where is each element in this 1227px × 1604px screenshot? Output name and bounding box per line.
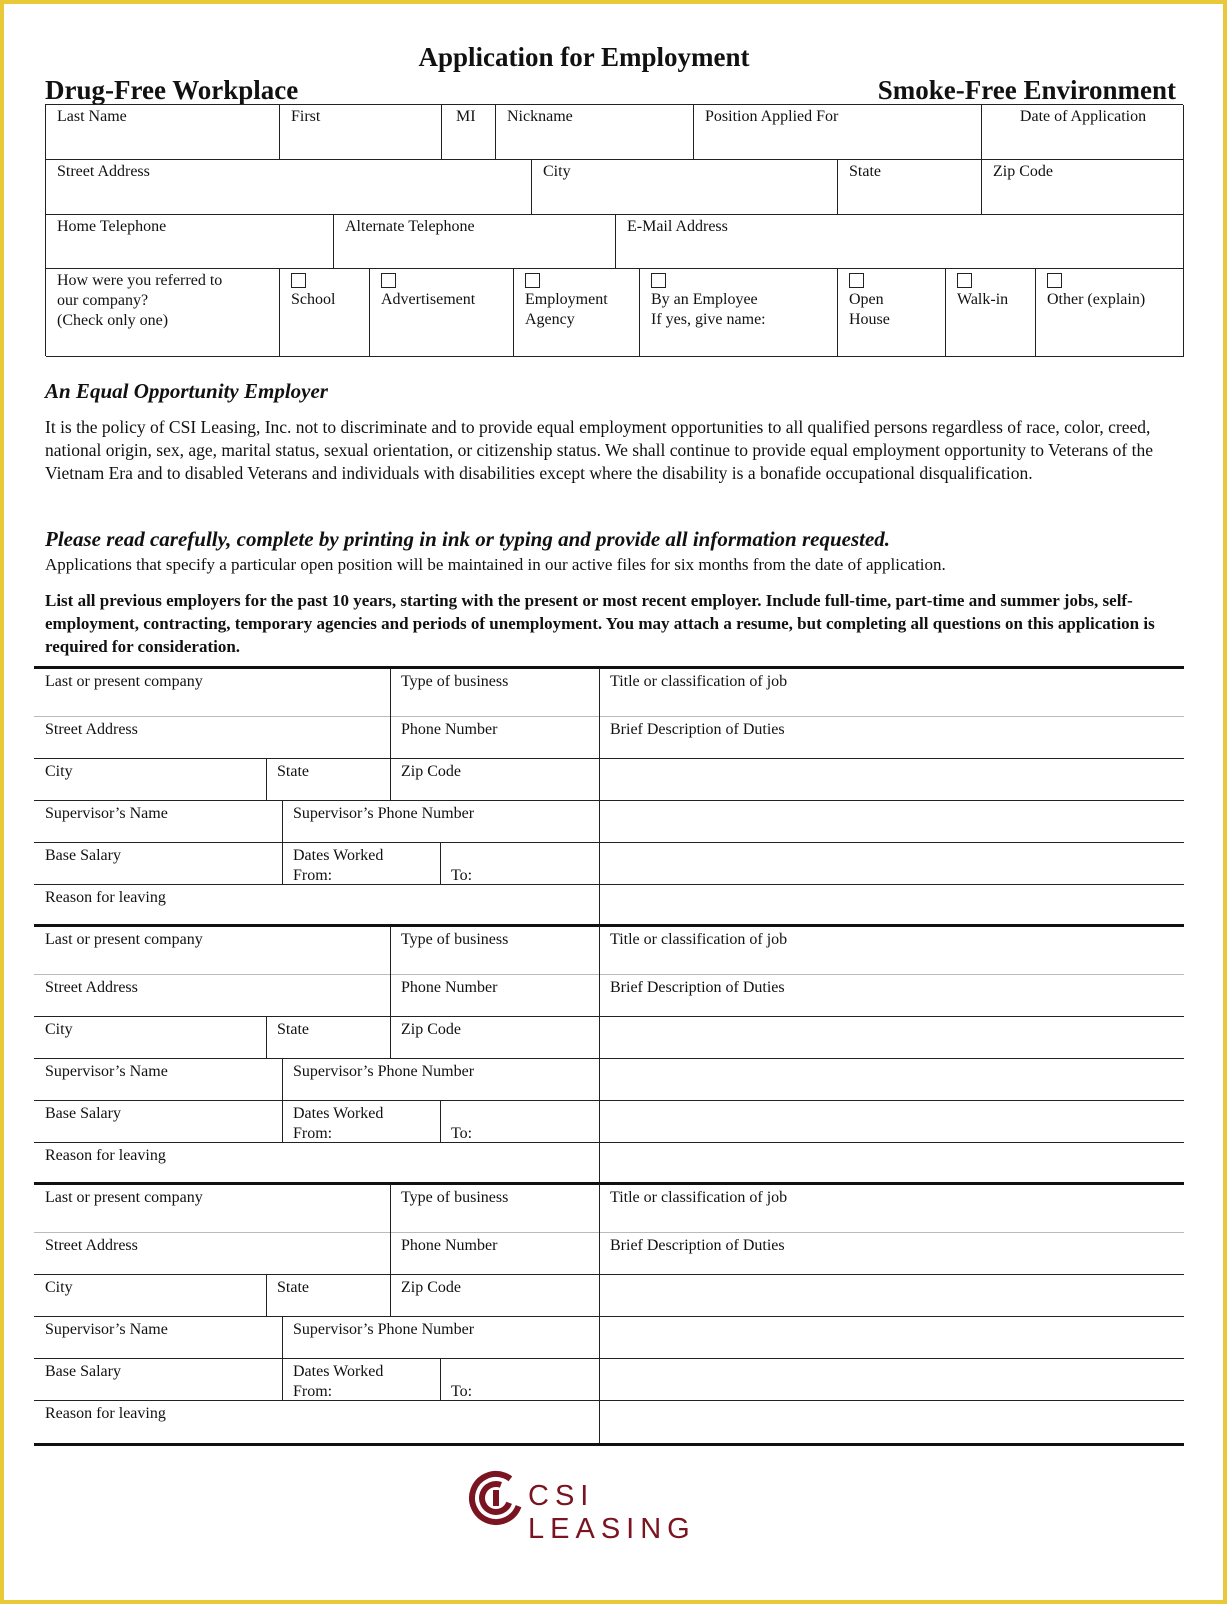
phone-number-label: Phone Number — [401, 979, 498, 996]
base-salary-label: Base Salary — [45, 1105, 121, 1122]
supervisor-phone-field[interactable] — [282, 800, 599, 842]
business-type-label: Type of business — [401, 673, 509, 690]
job-title-field[interactable] — [599, 668, 1184, 716]
advertisement-checkbox[interactable] — [381, 273, 396, 288]
referral-option-open-house[interactable] — [838, 269, 946, 357]
state-field[interactable] — [838, 160, 982, 215]
alternate-telephone-field[interactable] — [334, 215, 616, 269]
employee-label-2: If yes, give name: — [651, 311, 766, 328]
duties-label: Brief Description of Duties — [610, 721, 785, 738]
city-label: City — [543, 163, 571, 180]
employer-block-1 — [34, 668, 1184, 928]
date-of-application-field[interactable] — [982, 105, 1184, 160]
city-field[interactable] — [34, 758, 266, 800]
supervisor-phone-label: Supervisor’s Phone Number — [293, 805, 475, 822]
duties-label: Brief Description of Duties — [610, 979, 785, 996]
home-telephone-field[interactable] — [46, 215, 334, 269]
state-label: State — [849, 163, 881, 180]
supervisor-phone-label: Supervisor’s Phone Number — [293, 1063, 475, 1080]
drug-free-heading: Drug-Free Workplace — [45, 75, 299, 105]
employment-agency-label-1: Employment — [525, 291, 608, 308]
supervisor-name-label: Supervisor’s Name — [45, 1063, 168, 1080]
to-date-field[interactable] — [440, 1358, 599, 1400]
zip-code-field[interactable] — [982, 160, 1184, 215]
from-date-label: From: — [293, 1383, 333, 1400]
reason-for-leaving-field[interactable] — [34, 1400, 599, 1444]
supervisor-phone-field[interactable] — [282, 1058, 599, 1100]
street-address-field[interactable] — [34, 1232, 390, 1274]
mi-field[interactable] — [442, 105, 496, 160]
application-page — [4, 4, 1223, 1600]
supervisor-name-label: Supervisor’s Name — [45, 805, 168, 822]
reason-for-leaving-field[interactable] — [34, 1142, 599, 1186]
base-salary-field[interactable] — [34, 1100, 282, 1142]
street-address-label: Street Address — [45, 721, 138, 738]
zip-code-label: Zip Code — [401, 1021, 461, 1038]
business-type-field[interactable] — [390, 668, 599, 716]
zip-code-field[interactable] — [390, 1016, 599, 1058]
position-field[interactable] — [694, 105, 982, 160]
phone-number-field[interactable] — [390, 716, 599, 758]
referral-option-walk-in[interactable] — [946, 269, 1036, 357]
to-date-label: To: — [451, 1383, 473, 1400]
employee-checkbox[interactable] — [651, 273, 666, 288]
reason-for-leaving-field[interactable] — [34, 884, 599, 928]
advertisement-label: Advertisement — [381, 291, 476, 308]
duties-field[interactable] — [599, 1232, 1184, 1274]
company-field[interactable] — [34, 1184, 390, 1232]
business-type-label: Type of business — [401, 931, 509, 948]
city-field[interactable] — [34, 1016, 266, 1058]
referral-question-line3: (Check only one) — [57, 312, 169, 329]
company-label: Last or present company — [45, 673, 203, 690]
phone-number-field[interactable] — [390, 1232, 599, 1274]
mi-label: MI — [456, 108, 476, 125]
base-salary-label: Base Salary — [45, 1363, 121, 1380]
position-label: Position Applied For — [705, 108, 839, 125]
referral-question — [46, 269, 280, 357]
city-label: City — [45, 763, 73, 780]
company-field[interactable] — [34, 926, 390, 974]
city-label: City — [45, 1021, 73, 1038]
job-title-field[interactable] — [599, 926, 1184, 974]
eoe-policy-text: It is the policy of CSI Leasing, Inc. not to discriminate and to provide equal employment opportunities to all qualified persons regardless of race, color, creed, national origin, sex, age, marital status, sexual orientation, or citizenship status. We shall continue to provide equal employment opportunity to Veterans of the Vietnam Era and to disabled Veterans and individuals with disabilities except where the disability is a bonafide occupational disqualification. — [45, 417, 1153, 483]
business-type-field[interactable] — [390, 1184, 599, 1232]
job-title-label: Title or classification of job — [610, 673, 788, 690]
street-address-field[interactable] — [34, 716, 390, 758]
logo-wordmark: CSI LEASING — [528, 1480, 696, 1545]
zip-code-label: Zip Code — [401, 1279, 461, 1296]
reason-for-leaving-label: Reason for leaving — [45, 1405, 166, 1422]
from-date-label: From: — [293, 1125, 333, 1142]
dates-worked-label: Dates Worked — [293, 1105, 384, 1122]
street-address-label: Street Address — [45, 979, 138, 996]
referral-option-school[interactable] — [280, 269, 370, 357]
job-title-label: Title or classification of job — [610, 931, 788, 948]
referral-question-line2: our company? — [57, 292, 149, 309]
open-house-label-1: Open — [849, 291, 884, 308]
dates-worked-label: Dates Worked — [293, 847, 384, 864]
instructions-text: Applications that specify a particular open position will be maintained in our active files for six months from the date of application. — [45, 555, 946, 574]
city-field[interactable] — [532, 160, 838, 215]
state-label: State — [277, 1279, 309, 1296]
smoke-free-heading: Smoke-Free Environment — [877, 75, 1176, 105]
first-name-field[interactable] — [280, 105, 442, 160]
duties-label: Brief Description of Duties — [610, 1237, 785, 1254]
applicant-info-grid — [45, 104, 1183, 356]
to-date-field[interactable] — [440, 842, 599, 884]
supervisor-name-label: Supervisor’s Name — [45, 1321, 168, 1338]
nickname-field[interactable] — [496, 105, 694, 160]
first-name-label: First — [291, 108, 321, 125]
alternate-telephone-label: Alternate Telephone — [345, 218, 475, 235]
instructions-heading: Please read carefully, complete by printing in ink or typing and provide all information requested. — [45, 527, 891, 551]
state-field[interactable] — [266, 1016, 390, 1058]
reason-for-leaving-label: Reason for leaving — [45, 1147, 166, 1164]
business-type-label: Type of business — [401, 1189, 509, 1206]
open-house-label-2: House — [849, 311, 890, 328]
other-checkbox[interactable] — [1047, 273, 1062, 288]
employer-section-bottom-rule — [34, 1443, 1184, 1446]
open-house-checkbox[interactable] — [849, 273, 864, 288]
from-date-label: From: — [293, 867, 333, 884]
phone-number-label: Phone Number — [401, 721, 498, 738]
email-label: E-Mail Address — [627, 218, 728, 235]
street-address-field[interactable] — [34, 974, 390, 1016]
employment-agency-label-2: Agency — [525, 311, 575, 328]
to-date-field[interactable] — [440, 1100, 599, 1142]
job-title-label: Title or classification of job — [610, 1189, 788, 1206]
supervisor-name-field[interactable] — [34, 800, 282, 842]
state-label: State — [277, 763, 309, 780]
dates-worked-field[interactable] — [282, 842, 440, 884]
state-field[interactable] — [266, 1274, 390, 1316]
other-label: Other (explain) — [1047, 291, 1146, 308]
base-salary-field[interactable] — [34, 1358, 282, 1400]
base-salary-field[interactable] — [34, 842, 282, 884]
referral-option-other[interactable] — [1036, 269, 1184, 357]
dates-worked-field[interactable] — [282, 1100, 440, 1142]
state-field[interactable] — [266, 758, 390, 800]
supervisor-phone-label: Supervisor’s Phone Number — [293, 1321, 475, 1338]
referral-option-employee[interactable] — [640, 269, 838, 357]
to-date-label: To: — [451, 1125, 473, 1142]
csi-logo-icon — [466, 1468, 526, 1528]
company-field[interactable] — [34, 668, 390, 716]
email-field[interactable] — [616, 215, 1184, 269]
supervisor-phone-field[interactable] — [282, 1316, 599, 1358]
employer-history-instructions: List all previous employers for the past 10 years, starting with the present or most recent employer. Include full-time, part-time and summer jobs, self-employment, contracting, temporary agencies and periods of unemployment. You may attach a resume, but completing all questions on this application is required for consideration. — [45, 591, 1155, 656]
home-telephone-label: Home Telephone — [57, 218, 167, 235]
base-salary-label: Base Salary — [45, 847, 121, 864]
csi-leasing-logo — [466, 1468, 766, 1545]
reason-for-leaving-label: Reason for leaving — [45, 889, 166, 906]
referral-question-line1: How were you referred to — [57, 272, 223, 289]
employer-block-2 — [34, 926, 1184, 1186]
walk-in-checkbox[interactable] — [957, 273, 972, 288]
employment-agency-checkbox[interactable] — [525, 273, 540, 288]
dates-worked-field[interactable] — [282, 1358, 440, 1400]
state-label: State — [277, 1021, 309, 1038]
duties-field[interactable] — [599, 716, 1184, 758]
business-type-field[interactable] — [390, 926, 599, 974]
date-of-application-label: Date of Application — [1019, 108, 1147, 125]
street-address-field[interactable] — [46, 160, 532, 215]
city-field[interactable] — [34, 1274, 266, 1316]
nickname-label: Nickname — [507, 108, 573, 125]
eoe-heading: An Equal Opportunity Employer — [45, 379, 328, 403]
street-address-label: Street Address — [57, 163, 150, 180]
supervisor-name-field[interactable] — [34, 1316, 282, 1358]
street-address-label: Street Address — [45, 1237, 138, 1254]
page-title: Application for Employment — [418, 42, 750, 72]
last-name-field[interactable] — [46, 105, 280, 160]
phone-number-label: Phone Number — [401, 1237, 498, 1254]
employee-label-1: By an Employee — [651, 291, 758, 308]
school-label: School — [291, 291, 336, 308]
employer-block-3 — [34, 1184, 1184, 1444]
walk-in-label: Walk-in — [957, 291, 1009, 308]
zip-code-label: Zip Code — [993, 163, 1053, 180]
to-date-label: To: — [451, 867, 473, 884]
school-checkbox[interactable] — [291, 273, 306, 288]
referral-option-advertisement[interactable] — [370, 269, 514, 357]
supervisor-name-field[interactable] — [34, 1058, 282, 1100]
city-label: City — [45, 1279, 73, 1296]
last-name-label: Last Name — [57, 108, 127, 125]
zip-code-field[interactable] — [390, 1274, 599, 1316]
company-label: Last or present company — [45, 931, 203, 948]
dates-worked-label: Dates Worked — [293, 1363, 384, 1380]
zip-code-label: Zip Code — [401, 763, 461, 780]
zip-code-field[interactable] — [390, 758, 599, 800]
duties-field[interactable] — [599, 974, 1184, 1016]
phone-number-field[interactable] — [390, 974, 599, 1016]
referral-option-employment-agency[interactable] — [514, 269, 640, 357]
company-label: Last or present company — [45, 1189, 203, 1206]
job-title-field[interactable] — [599, 1184, 1184, 1232]
